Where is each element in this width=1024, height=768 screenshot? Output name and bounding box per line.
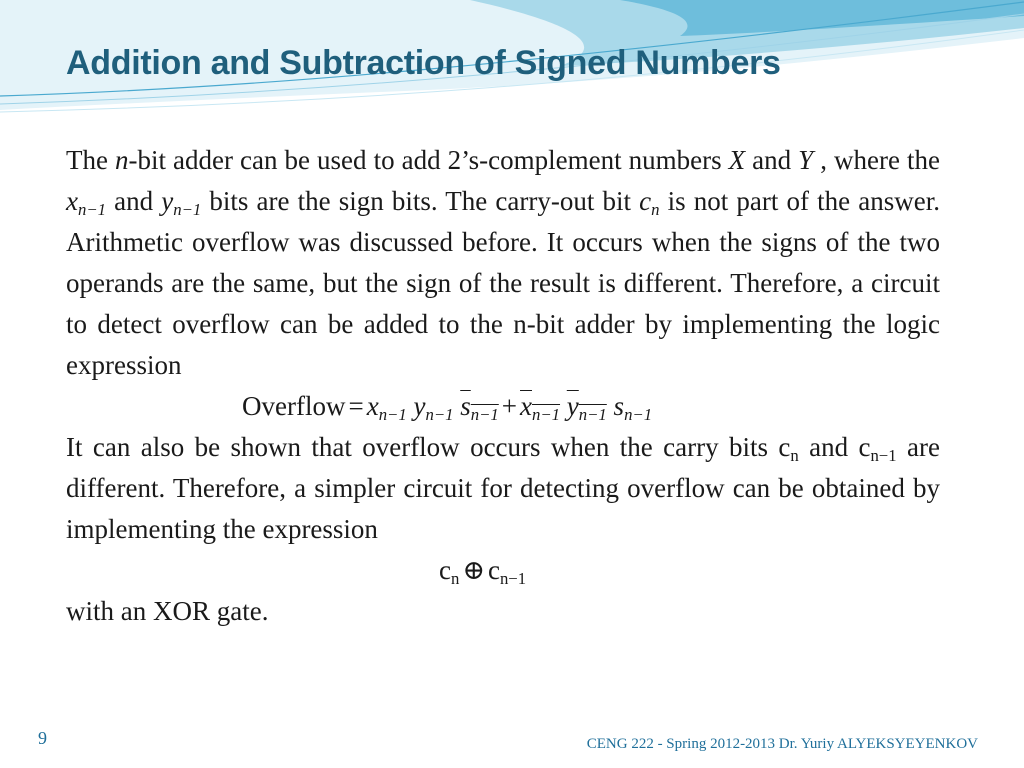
math-subscript: n−1 — [870, 446, 897, 466]
complement-x — [520, 391, 561, 425]
complement-y — [566, 391, 607, 425]
text-run: It can also be shown that overflow occurs when the carry bits c — [66, 432, 791, 462]
text-run: and — [745, 145, 799, 175]
math-subscript: n−1 — [425, 405, 454, 425]
math-subscript: n−1 — [624, 405, 653, 425]
math-variable-y: y — [413, 391, 426, 421]
slide-footer: CENG 222 - Spring 2012-2013 Dr. Yuriy ALYEKSYEYENKOV — [586, 736, 978, 752]
math-variable-c: c — [639, 186, 652, 216]
math-variable-c: c — [439, 555, 451, 585]
math-variable-c: c — [487, 555, 500, 585]
text-run: -bit adder can be used to add 2’s-complement numbers — [128, 145, 729, 175]
text-run: and c — [798, 432, 871, 462]
text-run: , where the — [813, 145, 940, 175]
math-subscript: n — [790, 446, 799, 466]
text-run: are different. Therefore, a simpler circuit for detecting overflow can be obtained by implementing the expression — [66, 432, 940, 544]
text-run: is not part of the answer. Arithmetic overflow was discussed before. It occurs when the signs of the two operands are the same, but the sign of the result is different. Therefore, a circuit to detect overflow can be added to the n-bit adder by implementing the logic expression — [66, 186, 940, 380]
math-variable-y: y — [161, 186, 174, 216]
math-subscript: n — [450, 569, 460, 589]
math-variable-x-upper: X — [728, 145, 746, 175]
math-variable-y: y — [566, 391, 579, 421]
plus-sign: + — [501, 391, 518, 421]
equals-sign: = — [348, 391, 364, 421]
equation-xor — [66, 550, 940, 591]
math-subscript: n−1 — [532, 405, 561, 425]
text-run: bits are the sign bits. The carry-out bit — [201, 186, 640, 216]
math-variable-x: x — [66, 186, 78, 216]
paragraph-carry — [66, 427, 940, 550]
math-variable-x: x — [366, 391, 379, 421]
math-variable-n: n — [115, 145, 129, 175]
math-subscript: n−1 — [378, 405, 407, 425]
math-subscript: n−1 — [173, 200, 202, 220]
paragraph-closing: with an XOR gate. — [66, 596, 269, 626]
slide-number: 9 — [38, 728, 47, 748]
math-subscript: n−1 — [470, 405, 499, 425]
math-variable-s: s — [613, 391, 625, 421]
math-variable-s: s — [460, 391, 471, 421]
math-variable-x: x — [520, 391, 532, 421]
math-subscript: n — [651, 200, 660, 220]
xor-operator: ⊕ — [462, 555, 485, 585]
math-subscript: n−1 — [578, 405, 607, 425]
equation-lhs: Overflow — [242, 391, 346, 421]
paragraph-intro — [66, 140, 940, 386]
math-variable-y-upper: Y — [798, 145, 814, 175]
text-run: and — [106, 186, 162, 216]
complement-s — [460, 391, 499, 425]
equation-overflow — [66, 386, 940, 427]
slide-body — [66, 140, 940, 632]
math-subscript: n−1 — [499, 569, 527, 589]
math-subscript: n−1 — [77, 200, 107, 220]
slide-title: Addition and Subtraction of Signed Numbers — [66, 44, 781, 82]
text-run: The — [66, 145, 116, 175]
